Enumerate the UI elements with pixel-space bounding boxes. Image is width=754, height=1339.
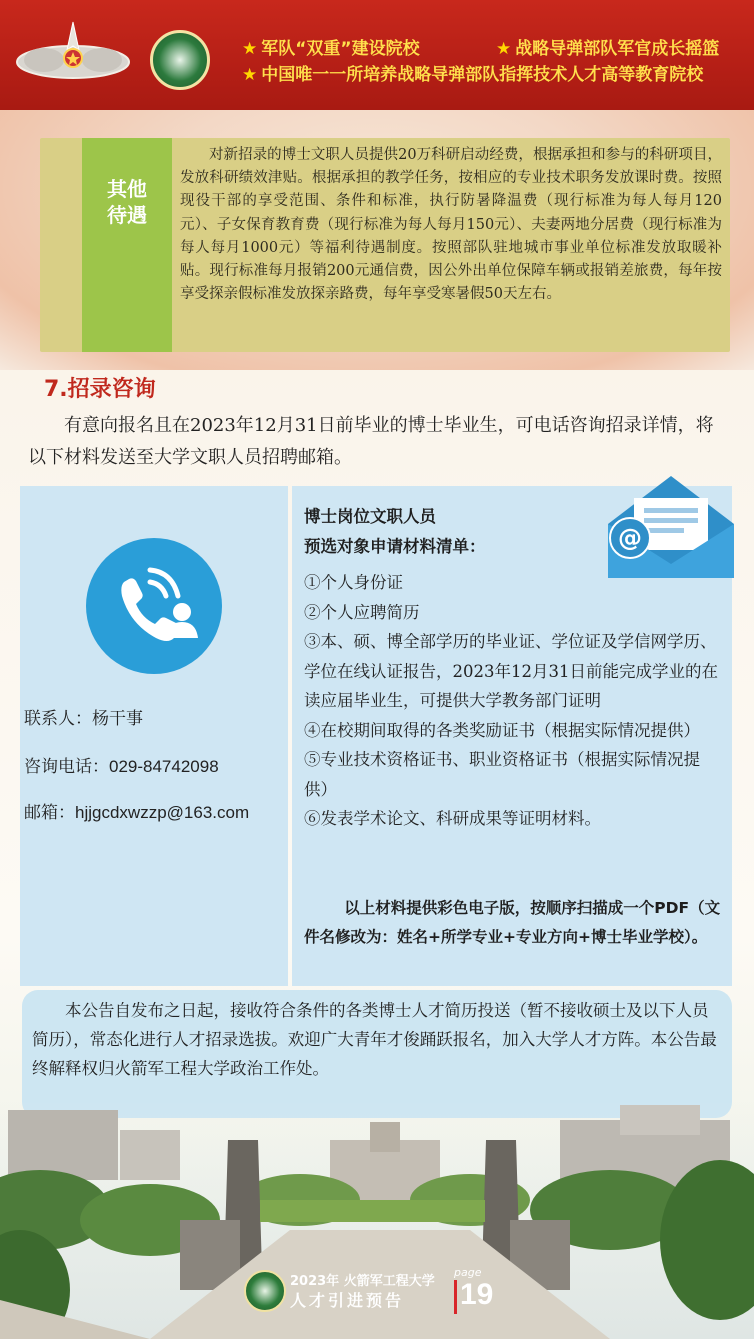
contact-person: 联系人：杨干事 <box>24 709 143 729</box>
contact-phone: 咨询电话：029-84742098 <box>24 757 219 777</box>
list-item: ③本、硕、博全部学历的毕业证、学位证及学信网学历、学位在线认证报告，2023年12月31日前能完成学业的在读应届毕业生，可提供大学教务部门证明 <box>304 632 718 710</box>
footer-emblem-logo <box>244 1270 286 1312</box>
slogan-2: ★ 战略导弹部队军官成长摇篮 <box>496 39 720 59</box>
star-icon: ★ <box>496 39 512 59</box>
rocket-emblem-logo <box>14 20 132 86</box>
list-item: ⑤专业技术资格证书、职业资格证书（根据实际情况提供） <box>304 750 700 799</box>
star-icon: ★ <box>242 65 258 85</box>
header-banner <box>0 0 754 110</box>
section-title: 7.招录咨询 <box>44 377 156 402</box>
footer-title: 2023年 火箭军工程大学 <box>290 1274 435 1289</box>
list-item: ④在校期间取得的各类奖励证书（根据实际情况提供） <box>304 720 700 740</box>
email-address[interactable]: hjjgcdxwzzp@163.com <box>75 803 250 822</box>
phone-contact-icon <box>86 538 222 674</box>
page-label: page <box>454 1266 482 1279</box>
list-item: ①个人身份证 <box>304 573 403 592</box>
slogan-3: ★ 中国唯一一所培养战略导弹部队指挥技术人才高等教育院校 <box>242 65 704 85</box>
svg-text:@: @ <box>618 524 642 552</box>
page-divider <box>454 1280 457 1314</box>
email-envelope-icon <box>606 468 736 580</box>
benefits-tag <box>82 138 172 352</box>
list-item: ⑥发表学术论文、科研成果等证明材料。 <box>304 809 601 828</box>
page-number: 19 <box>460 1278 494 1311</box>
notice-text: 本公告自发布之日起，接收符合条件的各类博士人才简历投送（暂不接收硕士及以下人员简历），常态化进行人才招录选拔。欢迎广大青年才俊踊跃报名，加入大学人才方阵。本公告最终解释权归火箭军工程大学政治工作处。 <box>32 1001 717 1078</box>
slogan-1: ★ 军队“双重”建设院校 <box>242 39 420 59</box>
list-item: ②个人应聘简历 <box>304 602 420 622</box>
footer-subtitle: 人才引进预告 <box>290 1291 405 1310</box>
star-icon: ★ <box>242 39 258 59</box>
requirements-note: 以上材料提供彩色电子版，按顺序扫描成一个PDF（文件名修改为：姓名+所学专业+专业方向+博士毕业学校）。 <box>304 899 721 946</box>
university-emblem-logo <box>150 30 210 90</box>
requirements-list <box>304 568 722 834</box>
benefits-text: 对新招录的博士文职人员提供20万科研启动经费，根据承担和参与的科研项目，发放科研绩效津贴。根据承担的教学任务，按相应的专业技术职务发放课时费。按照现役干部的享受范围、条件和标准，执行防暑降温费（现行标准为每人每月120元）、子女保育教育费（现行标准为每人每月150元）、夫妻两地分居费（现行标准为每人每月1000元）等福利待遇制度。按照部队驻地城市事业单位标准发放取暖补贴。现行标准每月报销200元通信费，因公外出单位保障车辆或报销差旅费，每年按享受探亲假标准发放探亲路费，每年享受寒暑假50天左右。 <box>180 147 722 303</box>
requirements-title: 博士岗位文职人员 预选对象申请材料清单： <box>304 507 486 556</box>
phone-number[interactable]: 029-84742098 <box>109 757 219 776</box>
section-intro: 有意向报名且在2023年12月31日前毕业的博士毕业生，可电话咨询招录详情，将以下材料发送至大学文职人员招聘邮箱。 <box>28 415 714 468</box>
contact-email: 邮箱：hjjgcdxwzzp@163.com <box>24 803 250 823</box>
benefits-tag-label: 其他 待遇 <box>107 177 147 227</box>
